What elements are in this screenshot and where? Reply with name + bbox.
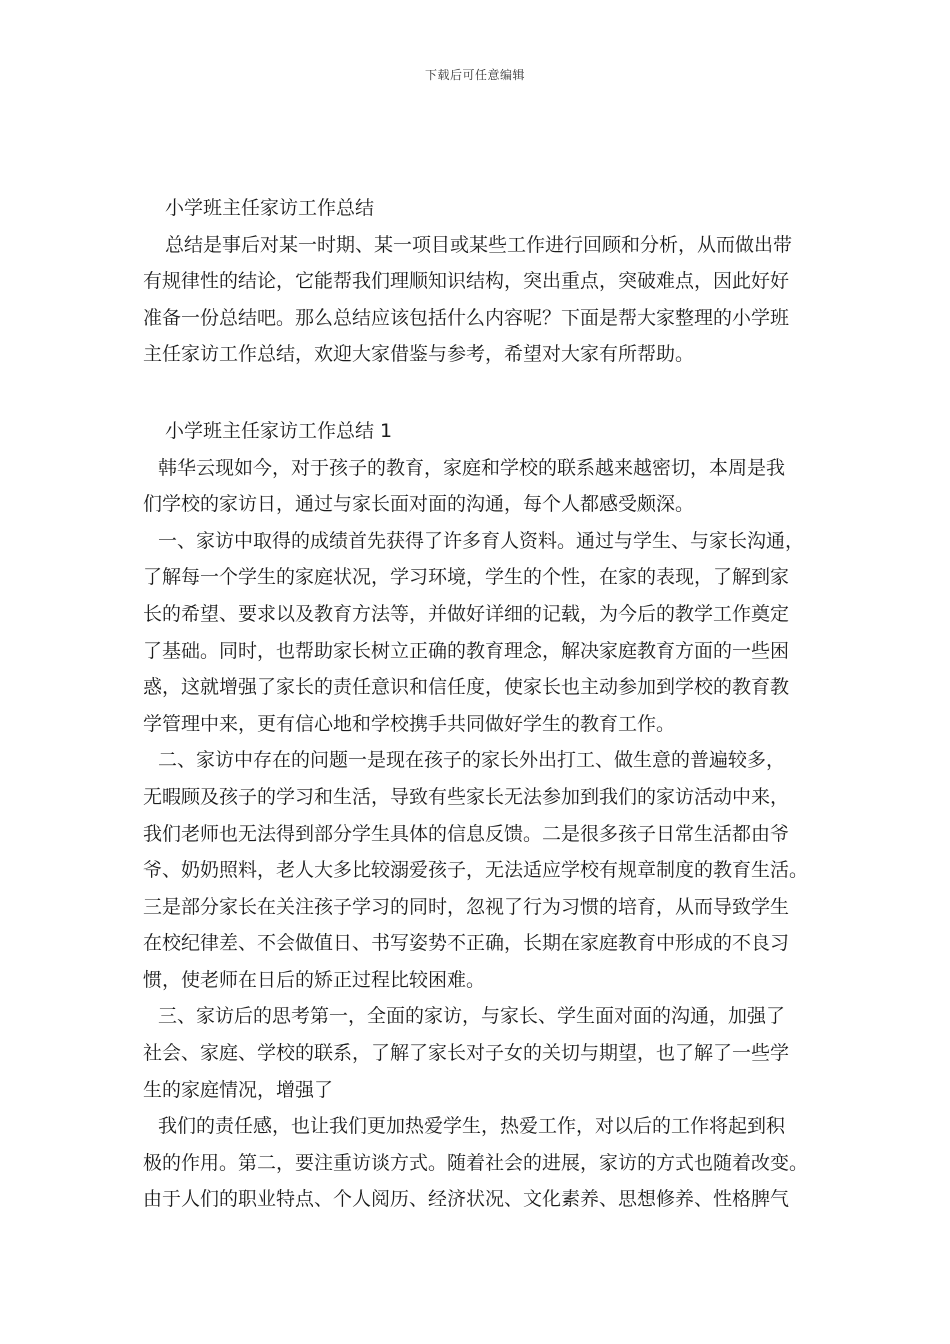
paragraph-line: 三是部分家长在关注孩子学习的同时，忽视了行为习惯的培育，从而导致学生	[143, 895, 790, 918]
paragraph-line: 我们老师也无法得到部分学生具体的信息反馈。二是很多孩子日常生活都由爷	[143, 822, 790, 845]
paragraph-line: 一、家访中取得的成绩首先获得了许多育人资料。通过与学生、与家长沟通，	[158, 529, 805, 552]
paragraph-line: 韩华云现如今，对于孩子的教育，家庭和学校的联系越来越密切，本周是我	[158, 456, 786, 479]
paragraph-line: 由于人们的职业特点、个人阅历、经济状况、文化素养、思想修养、性格脾气	[143, 1188, 790, 1211]
paragraph-line: 我们的责任感，也让我们更加热爱学生，热爱工作，对以后的工作将起到积	[158, 1115, 786, 1138]
paragraph-line: 了解每一个学生的家庭状况，学习环境，学生的个性，在家的表现，了解到家	[143, 566, 790, 589]
paragraph-line: 惑，这就增强了家长的责任意识和信任度，使家长也主动参加到学校的教育教	[143, 676, 790, 699]
document-title: 小学班主任家访工作总结	[165, 197, 375, 219]
paragraph-line: 长的希望、要求以及教育方法等，并做好详细的记载，为今后的教学工作奠定	[143, 602, 790, 625]
paragraph-line: 学管理中来，更有信心地和学校携手共同做好学生的教育工作。	[143, 712, 676, 735]
paragraph-line: 社会、家庭、学校的联系，了解了家长对子女的关切与期望，也了解了一些学	[143, 1042, 790, 1065]
intro-line: 总结是事后对某一时期、某一项目或某些工作进行回顾和分析，从而做出带	[165, 233, 793, 256]
paragraph-line: 们学校的家访日，通过与家长面对面的沟通，每个人都感受颇深。	[143, 493, 695, 516]
paragraph-line: 爷、奶奶照料，老人大多比较溺爱孩子，无法适应学校有规章制度的教育生活。	[143, 859, 809, 882]
document-body	[143, 190, 815, 1218]
intro-line: 有规律性的结论，它能帮我们理顺知识结构，突出重点，突破难点，因此好好	[143, 270, 790, 293]
paragraph-line: 惯，使老师在日后的矫正过程比较困难。	[143, 968, 486, 991]
paragraph-line: 无暇顾及孩子的学习和生活，导致有些家长无法参加到我们的家访活动中来，	[143, 785, 790, 808]
paragraph-line: 二、家访中存在的问题一是现在孩子的家长外出打工、做生意的普遍较多，	[158, 749, 786, 772]
paragraph-line: 了基础。同时，也帮助家长树立正确的教育理念，解决家庭教育方面的一些困	[143, 639, 790, 662]
section-title: 小学班主任家访工作总结 1	[165, 419, 393, 442]
intro-line: 主任家访工作总结，欢迎大家借鉴与参考，希望对大家有所帮助。	[143, 343, 695, 366]
paragraph-line: 极的作用。第二，要注重访谈方式。随着社会的进展，家访的方式也随着改变。	[143, 1151, 809, 1174]
page-header-note: 下载后可任意编辑	[424, 68, 525, 82]
intro-line: 准备一份总结吧。那么总结应该包括什么内容呢？下面是帮大家整理的小学班	[143, 306, 790, 329]
paragraph-line: 三、家访后的思考第一，全面的家访，与家长、学生面对面的沟通，加强了	[158, 1005, 786, 1028]
paragraph-line: 生的家庭情况，增强了	[143, 1078, 334, 1101]
paragraph-line: 在校纪律差、不会做值日、书写姿势不正确，长期在家庭教育中形成的不良习	[143, 932, 790, 955]
